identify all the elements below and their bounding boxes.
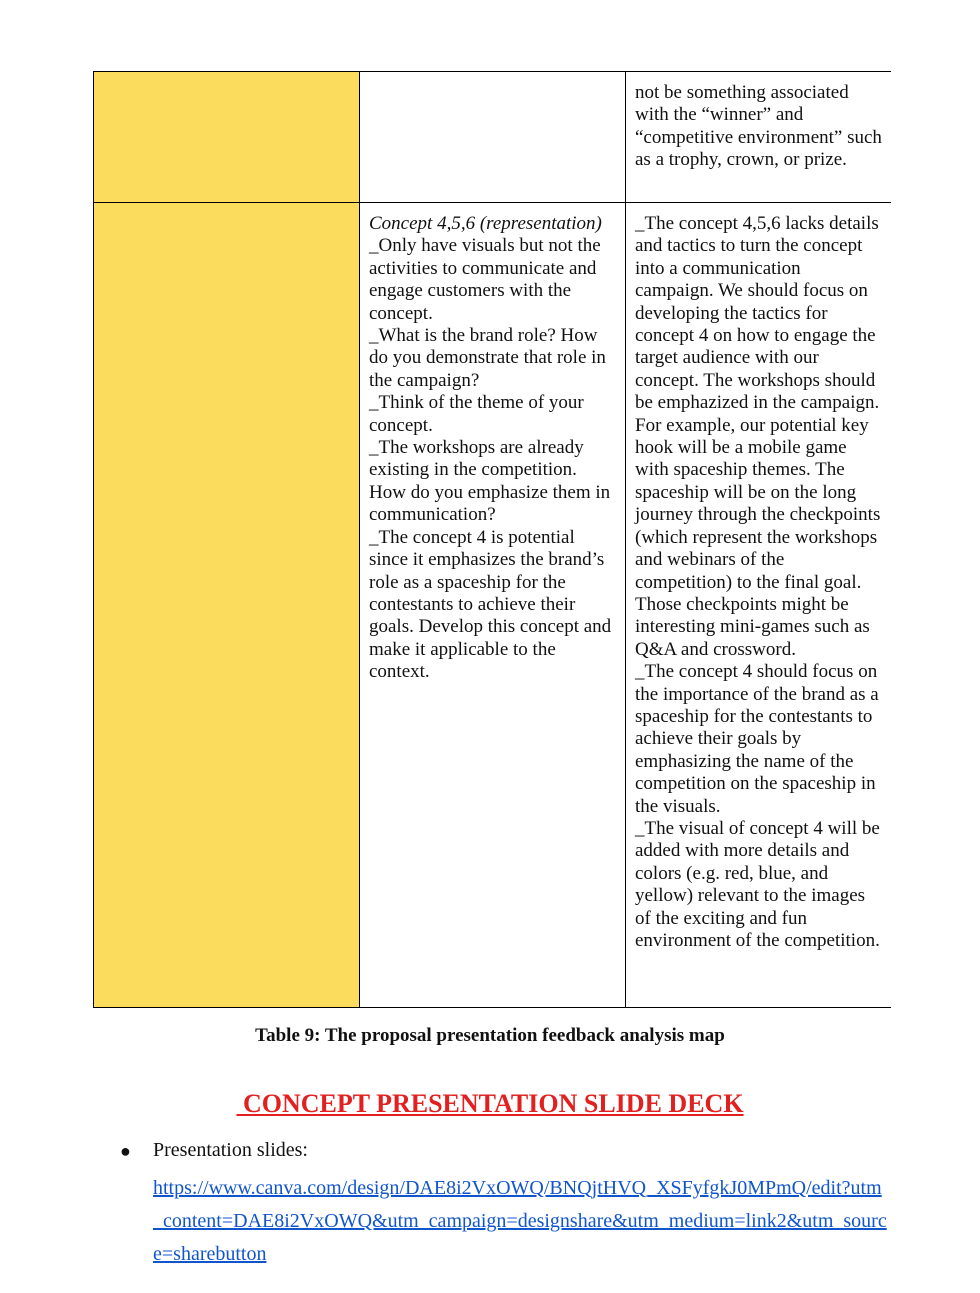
cell-paragraph: _The visual of concept 4 will be added with more details and colors (e.g. red, blue, and yellow) relevant to the images of the exciting and fun environment of the competition. (635, 817, 880, 951)
cell-paragraph: _The concept 4 should focus on the importance of the brand as a spaceship for the contestants to achieve their goals by emphasizing the name of the competition on the spaceship in the visuals. (635, 661, 879, 817)
cell-paragraph: _What is the brand role? How do you demonstrate that role in the campaign? (369, 325, 606, 391)
feedback-analysis-table (93, 71, 891, 1008)
concept-label: Concept 4,5,6 (representation) (369, 213, 602, 234)
bullet-icon: ● (120, 1141, 131, 1161)
cell-paragraph: _The workshops are already existing in the competition. How do you emphasize them in communication? (369, 437, 611, 526)
section-heading: CONCEPT PRESENTATION SLIDE DECK (236, 1089, 744, 1118)
cell-paragraph: _Only have visuals but not the activities to communicate and engage customers with the concept. (369, 235, 601, 324)
response-cell (626, 203, 891, 1008)
highlight-cell (94, 72, 360, 203)
cell-paragraph: _Think of the theme of your concept. (369, 392, 584, 436)
empty-cell (360, 72, 626, 203)
bullet-label: Presentation slides: (153, 1139, 308, 1161)
presentation-link[interactable]: https://www.canva.com/design/DAE8i2VxOWQ/BNQjtHVQ_XSFyfgkJ0MPmQ/edit?utm_content=DAE8i2VxOWQ&utm_campaign=designshare&utm_medium=link2&utm_source=sharebutton (153, 1177, 887, 1265)
cell-paragraph: _The concept 4,5,6 lacks details and tactics to turn the concept into a communication campaign. We should focus on developing the tactics for concept 4 on how to engage the target audience with our concept. The workshops should be emphazized in the campaign. For example, our potential key hook will be a mobile game with spaceship themes. The spaceship will be on the long journey through the checkpoints (which represent the workshops and webinars of the competition) to the final goal. Those checkpoints might be interesting mini-games such as Q&A and crossword. (635, 213, 881, 660)
table-row (94, 72, 891, 203)
feedback-cell (360, 203, 626, 1008)
highlight-cell (94, 203, 360, 1008)
table-caption: Table 9: The proposal presentation feedback analysis map (255, 1025, 725, 1046)
response-cell (626, 72, 891, 203)
table-row (94, 203, 891, 1008)
cell-paragraph: _The concept 4 is potential since it emphasizes the brand’s role as a spaceship for the contestants to achieve their goals. Develop this concept and make it applicable to the context. (369, 526, 612, 683)
cell-paragraph: not be something associated with the “winner” and “competitive environment” such as a trophy, crown, or prize. (635, 82, 882, 171)
